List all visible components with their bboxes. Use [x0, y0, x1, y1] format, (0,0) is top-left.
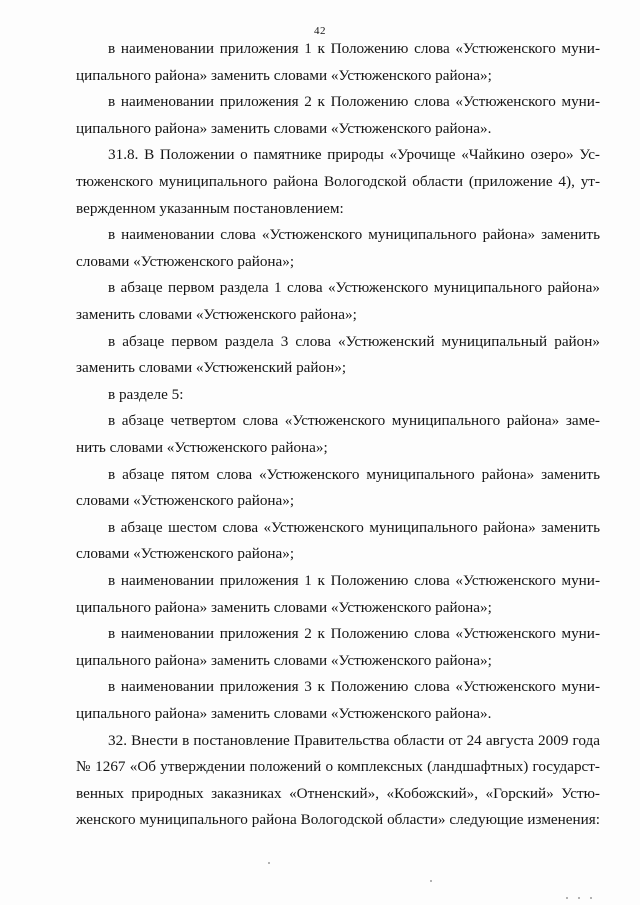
text-line: словами «Устюженского района»;	[76, 253, 295, 270]
text-line: ципального района» заменить словами «Устюженского района».	[76, 120, 492, 137]
text-line: венных природных заказниках «Отненский», «Кобожский», «Горский» Устю-	[76, 785, 600, 802]
text-line: ципального района» заменить словами «Устюженского района»;	[76, 599, 492, 616]
text-line: вержденном указанным постановлением:	[76, 200, 344, 217]
text-line: в абзаце шестом слова «Устюженского муниципального района» заменить	[108, 519, 600, 536]
text-line: в разделе 5:	[108, 386, 184, 403]
text-line: в наименовании приложения 2 к Положению слова «Устюженского муни-	[108, 625, 600, 642]
scan-speck	[578, 897, 580, 899]
text-line: ципального района» заменить словами «Устюженского района»;	[76, 67, 492, 84]
text-line: в наименовании приложения 1 к Положению слова «Устюженского муни-	[108, 40, 600, 57]
scan-speck	[590, 897, 592, 899]
text-line: тюженского муниципального района Вологодской области (приложение 4), ут-	[76, 173, 600, 190]
text-line: в абзаце пятом слова «Устюженского муниципального района» заменить	[108, 466, 600, 483]
text-line: в абзаце первом раздела 3 слова «Устюженский муниципальный район»	[108, 333, 600, 350]
text-line: заменить словами «Устюженского района»;	[76, 306, 357, 323]
page-number: 42	[314, 25, 326, 37]
text-line: заменить словами «Устюженский район»;	[76, 359, 347, 376]
scan-speck	[268, 862, 270, 864]
text-line: в наименовании слова «Устюженского муниципального района» заменить	[108, 226, 600, 243]
text-line: в наименовании приложения 3 к Положению слова «Устюженского муни-	[108, 678, 600, 695]
text-line: № 1267 «Об утверждении положений о комплексных (ландшафтных) государст-	[76, 758, 600, 775]
text-line: в абзаце первом раздела 1 слова «Устюженского муниципального района»	[108, 279, 600, 296]
text-line: словами «Устюженского района»;	[76, 492, 295, 509]
text-line: в наименовании приложения 1 к Положению слова «Устюженского муни-	[108, 572, 600, 589]
text-line: женского муниципального района Вологодской области» следующие изменения:	[76, 811, 600, 828]
text-line: 31.8. В Положении о памятнике природы «Урочище «Чайкино озеро» Ус-	[108, 146, 600, 163]
text-line: нить словами «Устюженского района»;	[76, 439, 328, 456]
text-line: в абзаце четвертом слова «Устюженского муниципального района» заме-	[108, 412, 600, 429]
scan-speck	[566, 897, 568, 899]
text-line: ципального района» заменить словами «Устюженского района».	[76, 705, 492, 722]
text-line: ципального района» заменить словами «Устюженского района»;	[76, 652, 492, 669]
text-line: словами «Устюженского района»;	[76, 545, 295, 562]
text-line: в наименовании приложения 2 к Положению слова «Устюженского муни-	[108, 93, 600, 110]
text-line: 32. Внести в постановление Правительства области от 24 августа 2009 года	[108, 732, 600, 749]
scan-speck	[430, 880, 432, 882]
